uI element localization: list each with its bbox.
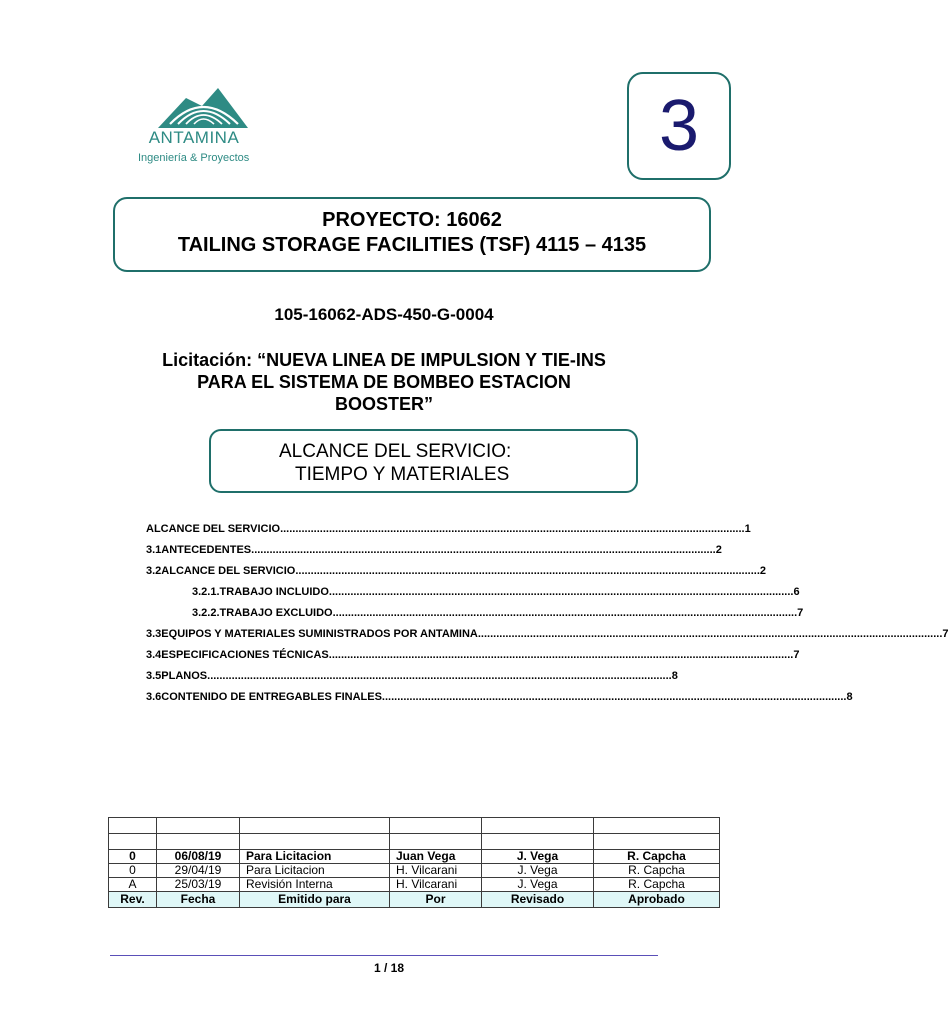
issued-for-cell: Revisión Interna — [240, 878, 390, 892]
toc-entry-page: 8 — [671, 670, 678, 682]
table-cell — [157, 818, 240, 834]
page-number: 1 / 18 — [373, 961, 405, 975]
header-by: Por — [390, 892, 482, 908]
header-issued-for: Emitido para — [240, 892, 390, 908]
toc-entry-number: 3.5 — [146, 670, 162, 682]
project-title: PROYECTO: 16062 — [322, 209, 502, 231]
toc-entry-title: ALCANCE DEL SERVICIO — [161, 565, 296, 577]
project-box — [113, 197, 711, 272]
rev-cell: 0 — [109, 864, 157, 878]
table-cell — [390, 818, 482, 834]
toc-entry[interactable] — [146, 519, 751, 535]
toc-entry-page: 2 — [715, 544, 722, 556]
logo-name: ANTAMINA — [148, 128, 240, 147]
table-row-empty — [109, 834, 720, 850]
table-cell — [594, 818, 720, 834]
tender-line-2: PARA EL SISTEMA DE BOMBEO ESTACION — [197, 372, 571, 392]
toc-entry-number: 3.3 — [146, 628, 162, 640]
rev-cell: A — [109, 878, 157, 892]
scope-box — [209, 429, 638, 493]
toc-entry-number: 3.4 — [146, 649, 162, 661]
toc-entry[interactable] — [192, 582, 800, 598]
toc-entry-number: 3.2 — [146, 565, 162, 577]
scope-line-2: TIEMPO Y MATERIALES — [295, 464, 510, 485]
table-cell — [157, 834, 240, 850]
date-cell: 06/08/19 — [157, 850, 240, 864]
logo-subtitle: Ingeniería & Proyectos — [138, 152, 250, 164]
header-rev: Rev. — [109, 892, 157, 908]
header-reviewed: Revisado — [482, 892, 594, 908]
toc-entry[interactable] — [146, 666, 678, 682]
approved-cell: R. Capcha — [594, 878, 720, 892]
toc-entry[interactable] — [146, 561, 767, 577]
toc-entry-page: 2 — [759, 565, 767, 577]
toc-entry-page: 6 — [793, 586, 800, 598]
toc-leader: ........................................................................................................................................................ — [332, 607, 798, 619]
toc-entry-title: TRABAJO EXCLUIDO — [219, 607, 333, 619]
revision-table — [108, 817, 720, 908]
toc-leader: ........................................................................................................................................................ — [328, 586, 794, 598]
toc-entry-number: 3.1 — [146, 544, 162, 556]
tender-line-3: BOOSTER” — [334, 394, 433, 414]
toc-leader: ........................................................................................................................................................ — [295, 565, 760, 577]
toc-entry[interactable] — [146, 645, 800, 661]
toc-entry[interactable] — [146, 540, 722, 556]
toc-entry-title: CONTENIDO DE ENTREGABLES FINALES — [161, 691, 382, 703]
document-code: 105-16062-ADS-450-G-0004 — [274, 305, 494, 324]
table-row — [109, 864, 720, 878]
scope-line-1: ALCANCE DEL SERVICIO: — [279, 441, 512, 462]
by-cell: H. Vilcarani — [390, 878, 482, 892]
by-cell: Juan Vega — [390, 850, 482, 864]
date-cell: 25/03/19 — [157, 878, 240, 892]
toc-entry-title: ALCANCE DEL SERVICIO — [146, 523, 281, 535]
table-cell — [594, 834, 720, 850]
table-cell — [240, 834, 390, 850]
issued-for-cell: Para Licitacion — [240, 850, 390, 864]
toc-entry-title: ESPECIFICACIONES TÉCNICAS — [161, 649, 329, 661]
toc-entry[interactable] — [192, 603, 804, 619]
toc-entry-page: 1 — [744, 523, 751, 535]
table-row — [109, 850, 720, 864]
reviewed-cell: J. Vega — [482, 878, 594, 892]
header-approved: Aprobado — [594, 892, 720, 908]
footer-divider — [110, 955, 658, 956]
reviewed-cell: J. Vega — [482, 864, 594, 878]
document-number: 3 — [658, 86, 700, 166]
project-name: TAILING STORAGE FACILITIES (TSF) 4115 – 4135 — [177, 234, 647, 256]
table-cell — [109, 834, 157, 850]
toc-entry-title: PLANOS — [161, 670, 208, 682]
toc-entry-page: 7 — [942, 628, 949, 640]
table-cell — [482, 818, 594, 834]
approved-cell: R. Capcha — [594, 850, 720, 864]
table-row-empty — [109, 818, 720, 834]
table-cell — [240, 818, 390, 834]
approved-cell: R. Capcha — [594, 864, 720, 878]
toc-entry-title: ANTECEDENTES — [161, 544, 252, 556]
toc-entry[interactable] — [146, 687, 853, 703]
toc-entry[interactable] — [146, 624, 949, 640]
header-date: Fecha — [157, 892, 240, 908]
table-row — [109, 878, 720, 892]
reviewed-cell: J. Vega — [482, 850, 594, 864]
table-cell — [109, 818, 157, 834]
tender-title — [120, 349, 648, 415]
toc-leader: ........................................................................................................................................................ — [251, 544, 716, 556]
toc-entry-number: 3.2.2. — [192, 607, 220, 619]
toc-leader: ........................................................................................................................................................ — [381, 691, 847, 703]
toc-entry-title: TRABAJO INCLUIDO — [219, 586, 329, 598]
rev-cell: 0 — [109, 850, 157, 864]
toc-entry-number: 3.2.1. — [192, 586, 220, 598]
toc-leader: ........................................................................................................................................................ — [280, 523, 745, 535]
document-number-box — [627, 72, 731, 180]
toc-entry-number: 3.6 — [146, 691, 162, 703]
toc-leader: ........................................................................................................................................................ — [477, 628, 943, 640]
by-cell: H. Vilcarani — [390, 864, 482, 878]
antamina-logo — [138, 84, 263, 169]
mountain-logo-icon — [156, 84, 251, 128]
issued-for-cell: Para Licitacion — [240, 864, 390, 878]
toc-leader: ........................................................................................................................................................ — [207, 670, 672, 682]
toc-leader: ........................................................................................................................................................ — [328, 649, 794, 661]
toc-entry-title: EQUIPOS Y MATERIALES SUMINISTRADOS POR ANTAMINA — [161, 628, 478, 640]
toc-entry-page: 7 — [797, 607, 804, 619]
table-cell — [390, 834, 482, 850]
tender-line-1: Licitación: “NUEVA LINEA DE IMPULSION Y TIE-INS — [162, 350, 606, 370]
toc-entry-page: 8 — [846, 691, 853, 703]
table-header-row — [109, 892, 720, 908]
toc-entry-page: 7 — [793, 649, 800, 661]
table-cell — [482, 834, 594, 850]
date-cell: 29/04/19 — [157, 864, 240, 878]
